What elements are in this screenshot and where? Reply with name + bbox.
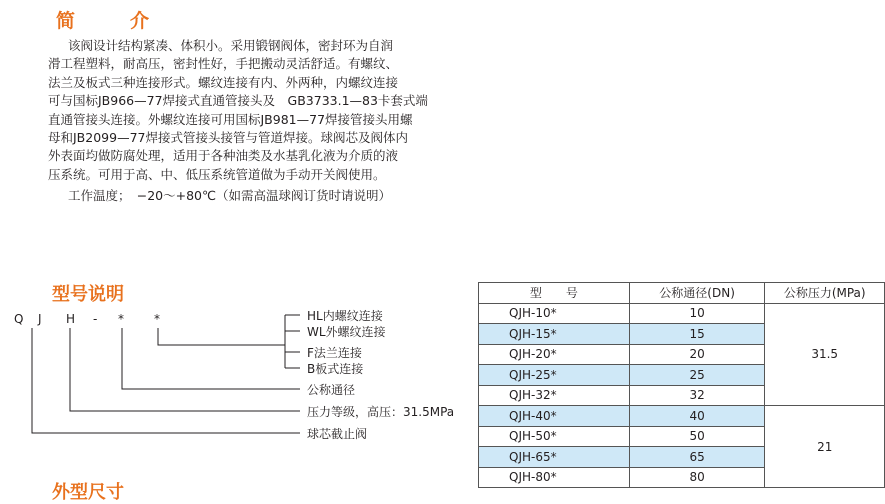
cell-dn: 65 [629, 447, 765, 468]
leader-line-star1 [122, 328, 300, 389]
table-row [479, 303, 885, 324]
cell-dn: 40 [629, 406, 765, 427]
label-external-thread: WL外螺纹连接 [307, 325, 386, 339]
cell-dn: 20 [629, 344, 765, 365]
code-char-j: J [38, 312, 42, 326]
intro-heading: 简 介 [56, 10, 168, 32]
code-char-q: Q [14, 312, 24, 326]
label-nominal-diameter: 公称通径 [307, 383, 356, 397]
cell-dn: 25 [629, 365, 765, 386]
table-header-row [479, 283, 885, 304]
cell-dn: 15 [629, 324, 765, 345]
model-heading: 型号说明 [52, 284, 124, 305]
cell-pressure: 21 [765, 406, 885, 488]
working-temperature: 工作温度； −20～+80℃（如需高温球阀订货时请说明） [68, 188, 392, 203]
cell-model: QJH-40* [479, 406, 630, 427]
table-row [479, 406, 885, 427]
intro-line: 外表面均做防腐处理，适用于各种油类及水基乳化液为介质的液 [48, 148, 399, 164]
intro-line: 直通管接头连接。外螺纹连接可用国标JB981—77焊接管接头用螺 [48, 111, 413, 127]
intro-line: 该阀设计结构紧凑、体积小。采用锻钢阀体，密封环为自润 [68, 38, 394, 53]
leader-line-h [70, 328, 300, 411]
header-dn: 公称通径(DN) [629, 283, 765, 304]
cell-model: QJH-20* [479, 344, 630, 365]
cell-model: QJH-25* [479, 365, 630, 386]
intro-paragraph [48, 37, 448, 184]
intro-line: 可与国标JB966—77焊接式直通管接头及 GB3733.1—83卡套式端 [48, 93, 428, 109]
header-pressure: 公称压力(MPa) [765, 283, 885, 304]
label-pressure-grade: 压力等级，高压：31.5MPa [307, 405, 455, 419]
model-code-diagram [0, 300, 455, 450]
label-plate: B板式连接 [307, 362, 364, 376]
cell-dn: 10 [629, 303, 765, 324]
cell-model: QJH-65* [479, 447, 630, 468]
cell-dn: 32 [629, 385, 765, 406]
leader-line-star2 [158, 328, 285, 345]
header-model: 型 号 [479, 283, 630, 304]
cell-dn: 50 [629, 426, 765, 447]
intro-line: 滑工程塑料，耐高压，密封性好，手把搬动灵活舒适。有螺纹、 [48, 56, 399, 72]
cell-model: QJH-50* [479, 426, 630, 447]
code-char-star2: * [154, 312, 160, 326]
leader-line-qj [32, 328, 300, 433]
code-char-dash: - [93, 312, 98, 326]
cell-model: QJH-15* [479, 324, 630, 345]
cell-model: QJH-10* [479, 303, 630, 324]
dimensions-heading: 外型尺寸 [52, 482, 124, 503]
label-internal-thread: HL内螺纹连接 [307, 309, 383, 323]
cell-pressure: 31.5 [765, 303, 885, 406]
code-char-star1: * [118, 312, 124, 326]
cell-model: QJH-32* [479, 385, 630, 406]
cell-model: QJH-80* [479, 467, 630, 488]
intro-line: 母和JB2099—77焊接式管接头接管与管道焊接。球阀芯及阀体内 [48, 130, 408, 146]
code-char-h: H [66, 312, 76, 326]
label-ball-valve: 球芯截止阀 [307, 427, 368, 441]
label-flange: F法兰连接 [307, 346, 362, 360]
intro-line: 法兰及板式三种连接形式。螺纹连接有内、外两种，内螺纹连接 [48, 74, 399, 90]
intro-line: 压系统。可用于高、中、低压系统管道做为手动开关阀使用。 [48, 166, 386, 182]
spec-table [478, 282, 885, 488]
cell-dn: 80 [629, 467, 765, 488]
